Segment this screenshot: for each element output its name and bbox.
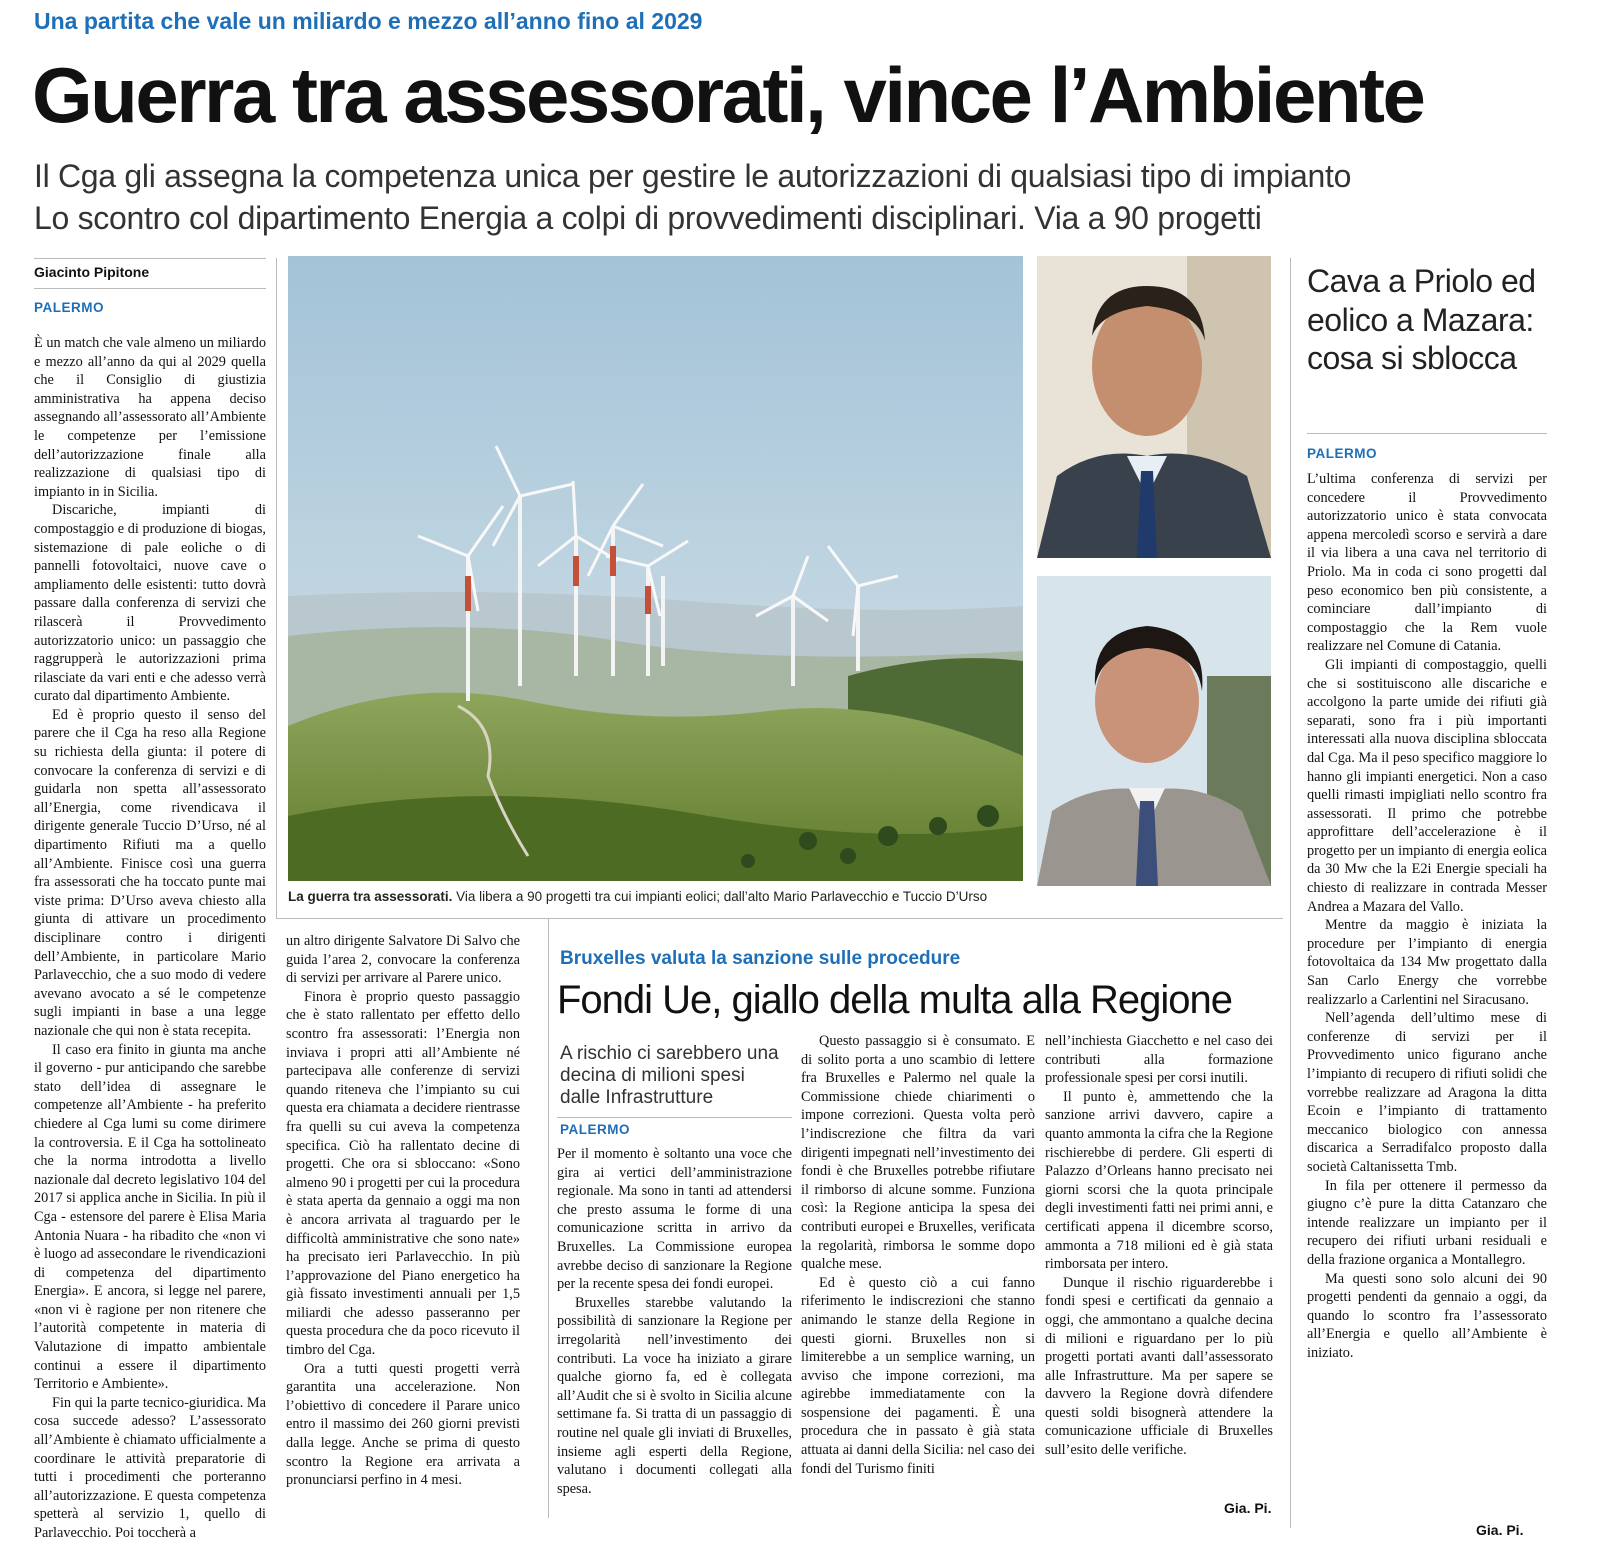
- paragraph: Discariche, impianti di compostaggio e di produzione di biogas, sistemazione di pale eoliche o di pannelli fotovoltaici, nuove cave o ampliamento delle esistenti: tutto dovrà passare dalla conferenza di servizi che rilascerà il Provvedimento autorizzatorio unico: un passaggio che raggrupperà le autorizzazioni prima rilasciate da vari enti e che adesso verrà curato dal dipartimento Ambiente.: [34, 502, 266, 705]
- portrait-durso: [1037, 576, 1271, 886]
- sidebar-dateline: PALERMO: [1307, 446, 1377, 461]
- deck-line-2: Lo scontro col dipartimento Energia a colpi di provvedimenti disciplinari. Via a 90 progetti: [34, 200, 1262, 236]
- paragraph: Bruxelles starebbe valutando la possibilità di sanzionare la Regione per irregolarità nell’investimento dei contributi. La voce ha iniziato a girare qualche giorno fa, ed è collegata all’Audit che si è svolto in Sicilia alcune settimane fa. Si tratta di un passaggio di routine nel quale gli inviati di Bruxelles, insieme agli esperti della Regione, valutano i documenti collegati alla spesa.: [557, 1294, 792, 1497]
- kicker: Una partita che vale un miliardo e mezzo all’anno fino al 2029: [34, 8, 703, 34]
- article-column-2: [286, 932, 520, 1490]
- sidebar-column: [1307, 470, 1547, 1363]
- paragraph: Ma questi sono solo alcuni dei 90 progetti pendenti da gennaio a oggi, da quando lo scontro fra l’assessorato all’Energia e quello all’Ambiente è iniziato.: [1307, 1270, 1547, 1361]
- paragraph: In fila per ottenere il permesso da giugno c’è pure la ditta Catanzaro che intende realizzare un impianto per il recupero dei rifiuti urbani residuali e della frazione organica a Montallegro.: [1307, 1177, 1547, 1268]
- paragraph: Ora a tutti questi progetti verrà garantita una accelerazione. Non l’obiettivo di concedere il Parare unico entro il massimo dei 260 giorni previsti dalla legge. Anche se prima di questo scontro la Regione era arrivata a pronunciarsi perfino in 4 mesi.: [286, 1360, 520, 1489]
- sidebar-signature: Gia. Pi.: [1476, 1522, 1524, 1538]
- article-column-1: [34, 334, 266, 1543]
- rule-byline-top: [34, 258, 266, 259]
- sub-signature: Gia. Pi.: [1224, 1500, 1272, 1516]
- paragraph: Il caso era finito in giunta ma anche il governo - pur anticipando che sarebbe stato dell’idea di assegnare le competenze all’Ambiente - ha preferito chiedere al Cga lumi su come dirimere la controversia. E il Cga ha sottolineato che la norma introdotta a livello nazionale dal decreto legislativo 104 del 2017 si applica anche in Sicilia. In più il Cga - estensore del parere è Elisa Maria Antonia Nuara - ha ribadito che «non vi è luogo ad assecondare le rivendicazioni di competenza del dipartimento Energia». E ancora, si legge nel parere, «non vi è ragione per non ritenere che l’autorità competente in materia di Valutazione di impatto ambientale continui a essere il dipartimento Territorio e Ambiente».: [34, 1041, 266, 1393]
- paragraph: L’ultima conferenza di servizi per concedere il Provvedimento autorizzatorio unico è stata convocata appena mercoledì scorso e servirà a dare il via libera a una cava nel territorio di Priolo. Ma in coda ci sono progetti dal peso economico ben più consistente, a cominciare dall’impianto di compostaggio che la Rem vuole realizzare nel Comune di Catania.: [1307, 471, 1547, 655]
- rule-col1: [276, 258, 277, 918]
- paragraph: Ed è questo ciò a cui fanno riferimento le indiscrezioni che stanno animando le stanze della Regione in questi giorni. Bruxelles non si limiterebbe a un semplice warning, un avviso che impone correzioni, ma agirebbe immediatamente con la sospensione dei pagamenti. È una procedura che in passato è già stata attuata ai danni della Sicilia: nel caso dei fondi del Turismo finiti: [801, 1274, 1035, 1477]
- paragraph: Mentre da maggio è iniziata la procedure per l’impianto di energia fotovoltaica da 134 Mw progettato dalla San Carlo Energy che vorrebbe realizzarlo a Carlentini nel Siracusano.: [1307, 917, 1547, 1008]
- paragraph: Nell’agenda dell’ultimo mese di conferenze di servizi per il Provvedimento unico figurano anche l’impianto di recupero di rifiuti solidi che vorrebbe realizzare ad Aragona la ditta Ecoin e l’impianto di trattamento meccanico biologico con annessa discarica a Serradifalco proposto dalla società Caltanissetta Tmb.: [1307, 1010, 1547, 1175]
- rule-sub-top: [548, 918, 1283, 919]
- byline: Giacinto Pipitone: [34, 264, 150, 280]
- sub-headline: Fondi Ue, giallo della multa alla Regione: [557, 978, 1232, 1022]
- rule-side-title: [1307, 433, 1547, 434]
- sidebar-title: Cava a Priolo ed eolico a Mazara: cosa si sblocca: [1307, 263, 1536, 376]
- paragraph: Fin qui la parte tecnico-giuridica. Ma cosa succede adesso? L’assessorato all’Ambiente è chiamato ufficialmente a coordinare le attività preparatorie di tutti i procedimenti che porteranno all’autorizzazione. E questa competenza spetterà al servizio 1, quello di Parlavecchio. Poi toccherà a: [34, 1394, 266, 1541]
- paragraph: un altro dirigente Salvatore Di Salvo che guida l’area 2, convocare la conferenza di servizi per arrivare al Parere unico.: [286, 933, 520, 987]
- portrait-parlavecchio: [1037, 256, 1271, 558]
- rule-sidebar: [1290, 258, 1291, 1528]
- sub-dateline: PALERMO: [560, 1122, 630, 1137]
- rule-sub-dateline: [557, 1117, 792, 1118]
- sub-deck: A rischio ci sarebbero una decina di milioni spesi dalle Infrastrutture: [560, 1043, 779, 1108]
- paragraph: Ed è proprio questo il senso del parere che il Cga ha reso alla Regione su richiesta della giunta: il potere di convocare la conferenza di servizi e di guidarla non spetta all’assessorato all’Energia, come rivendicava il dirigente generale Tuccio D’Urso, né al dipartimento Rifiuti ma a quello all’Ambiente. Finisce così una guerra fra assessorati che ha toccato punte mai viste prima: D’Urso aveva chiesto alla giunta di attivare un procedimento disciplinare contro i dirigenti dell’Ambiente, in particolare Mario Parlavecchio, che a suo modo di vedere avevano avocato a sé le competenze sugli impianti in base a una legge nazionale che qui non è stata recepita.: [34, 706, 266, 1039]
- sub-column-1: [557, 1145, 792, 1498]
- paragraph: Finora è proprio questo passaggio che è stato rallentato per effetto dello scontro fra assessorati: l’Energia non inviava i propri atti all’Ambiente né partecipava alle conferenze di servizi quando riteneva che l’impianto su cui questa era chiamata a decidere rientrasse fra quelli su cui aveva la competenza specifica. Ciò ha rallentato decine di progetti. Che ora si sbloccano: «Sono almeno 90 i progetti per cui la procedura è stata aperta da gennaio a oggi ma non è ancora arrivata al traguardo per le difficoltà amministrative che sono nate» ha precisato ieri Parlavecchio. In più l’approvazione del Piano energetico ha già fissato investimenti annuali per 1,5 miliardi che adesso passeranno per questa procedura che da poco ricevuto il timbro del Cga.: [286, 988, 520, 1359]
- rule-byline-bottom: [34, 288, 266, 289]
- paragraph: Il punto è, ammettendo che la sanzione arrivi davvero, capire a quanto ammonta la cifra che la Regione rischierebbe di perdere. Gli esperti di Palazzo d’Orleans hanno precisato nei giorni scorsi che la quota principale degli investimenti fatti nei primi anni, e certificati appena il dicembre scorso, ammonta a 718 milioni ed è già stata rimborsata per intero.: [1045, 1088, 1273, 1273]
- caption-text: Via libera a 90 progetti tra cui impianti eolici; dall’alto Mario Parlavecchio e Tuccio D’Urso: [456, 889, 988, 904]
- photo-caption: [288, 889, 1273, 904]
- deck-line-1: Il Cga gli assegna la competenza unica per gestire le autorizzazioni di qualsiasi tipo di impianto: [34, 158, 1352, 194]
- rule-sub-left: [548, 918, 549, 1518]
- rule-col2-top: [276, 918, 548, 919]
- paragraph: Per il momento è soltanto una voce che gira ai vertici dell’amministrazione regionale. Ma sono in tanti ad attendersi che presto assuma le forme di una comunicazione scritta in arrivo da Bruxelles. La Commissione europea avrebbe deciso di sanzionare la Regione per la recente spesa dei fondi europei.: [557, 1146, 792, 1293]
- headline: Guerra tra assessorati, vince l’Ambiente: [32, 51, 1424, 139]
- paragraph: Questo passaggio si è consumato. E di solito porta a uno scambio di lettere fra Bruxelles e Palermo nel quale la Commissione chiede chiarimenti o impone correzioni. Questa volta però l’indiscrezione che filtra da vari dirigenti impegnati nell’investimento dei fondi è che Bruxelles potrebbe rifiutare il rimborso di alcune somme. Funziona così: la Regione anticipa la spesa dei contributi europei e Bruxelles, verificata la regolarità, rimborsa le somme dopo qualche mese.: [801, 1033, 1035, 1273]
- wind-farm-photo: [288, 256, 1023, 881]
- dateline: PALERMO: [34, 300, 104, 315]
- paragraph: È un match che vale almeno un miliardo e mezzo all’anno da qui al 2029 quella che il Consiglio di giustizia amministrativa ha appena deciso assegnando all’assessorato all’Ambiente le competenze per l’emissione dell’autorizzazione finale alla realizzazione di qualsiasi tipo di impianto in in Sicilia.: [34, 335, 266, 500]
- sub-kicker: Bruxelles valuta la sanzione sulle procedure: [560, 948, 961, 969]
- paragraph: Gli impianti di compostaggio, quelli che si sostituiscono alle discariche e accolgono la parte umide dei rifiuti già separati, sono fra i più importanti interessati alla nuova disciplina sbloccata dal Cga. Ma il peso specifico maggiore lo hanno gli impianti energetici. Non a caso quelli rimasti impigliati nello scontro fra assessorati. Il primo che potrebbe approfittare dell’accelerazione è il progetto per un impianto di energia eolica da 30 Mw che la E2i Energie speciali ha chiesto di realizzare in contrada Messer Andrea a Mazara del Vallo.: [1307, 656, 1547, 915]
- caption-title: La guerra tra assessorati.: [288, 889, 453, 904]
- paragraph: nell’inchiesta Giacchetto e nel caso dei contributi alla formazione professionale spesi per corsi inutili.: [1045, 1033, 1273, 1087]
- sub-column-3: [1045, 1032, 1273, 1460]
- sub-column-2: [801, 1032, 1035, 1478]
- paragraph: Dunque il rischio riguarderebbe i fondi spesi e certificati da gennaio a oggi, che ammontano a qualche decina di milioni e riguardano per lo più progetti portati avanti dall’assessorato alle Infrastrutture. Ma per sapere se davvero la Regione dovrà difendere questi soldi bisognerà attendere la comunicazione ufficiale di Bruxelles sull’esito delle verifiche.: [1045, 1274, 1273, 1459]
